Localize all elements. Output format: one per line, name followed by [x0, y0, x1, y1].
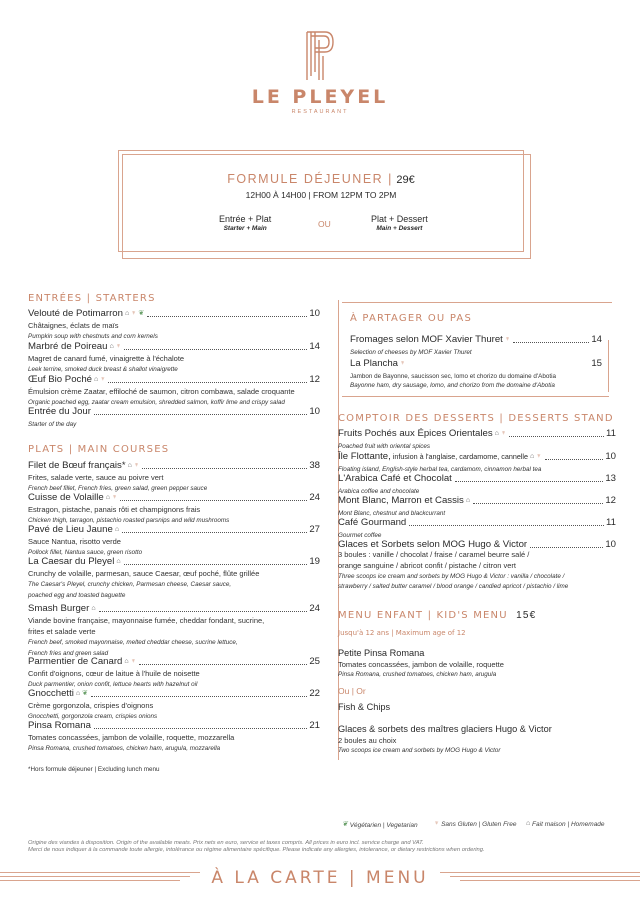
leader-dots: [124, 349, 307, 350]
gluten-free-icon: ♆: [115, 343, 121, 350]
item-name-detail: infusion à l'anglaise, cardamome, cannelle: [390, 452, 529, 461]
item-description: Viande bovine française, mayonnaise fumée, cheddar fondant, sucrine,: [28, 616, 265, 625]
leader-dots: [455, 481, 604, 482]
formula-option-left-sub: Starter + Main: [223, 225, 267, 232]
homemade-icon: ⌂: [124, 310, 130, 317]
gluten-free-icon: ♆: [130, 658, 136, 665]
item-price: 12: [605, 495, 616, 506]
item-name: Pinsa Romana: [28, 720, 91, 731]
item-price: 19: [309, 556, 320, 567]
formula-hours: 12H00 À 14H00 | FROM 12PM TO 2PM: [245, 190, 397, 200]
formula-option-right-sub: Main + Dessert: [376, 225, 423, 232]
item-translation: Gnocchetti, gorgonzola cream, crispies onions: [28, 713, 158, 720]
item-description: Frites, salade verte, sauce au poivre vert: [28, 473, 164, 482]
item-description: Émulsion crème Zaatar, effiloché de saumon, citron combawa, salade croquante: [28, 387, 295, 396]
item-description: frites et salade verte: [28, 627, 96, 636]
section-title-mains: PLATS | MAIN COURSES: [28, 444, 170, 455]
item-price: 25: [309, 656, 320, 667]
item-translation: Organic poached egg, zaatar cream emulsion, shredded salmon, koffir lime and crispy salad: [28, 399, 285, 406]
menu-item: [338, 517, 616, 529]
menu-item: [28, 524, 320, 536]
item-price: 14: [591, 334, 602, 345]
leader-dots: [513, 342, 589, 343]
homemade-icon: ⌂: [124, 658, 129, 665]
item-name: Fruits Pochés aux Épices Orientales: [338, 428, 493, 439]
item-name: Smash Burger: [28, 603, 90, 614]
item-translation: French fries and green salad: [28, 650, 109, 657]
item-translation: The Caesar's Pleyel, crunchy chicken, Parmesan cheese, Caesar sauce,: [28, 581, 232, 588]
item-translation: Starter of the day: [28, 421, 77, 428]
leader-dots: [139, 664, 307, 665]
formula-title-text: FORMULE DÉJEUNER |: [227, 172, 393, 186]
gluten-free-icon: ♆: [500, 430, 507, 437]
item-description: Magret de canard fumé, vinaigrette à l'échalote: [28, 354, 185, 363]
item-translation: Mont Blanc, chestnut and blackcurrant: [338, 510, 446, 517]
item-description: Estragon, pistache, panais rôti et champignons frais: [28, 505, 201, 514]
legend-gluten-free-label: Sans Gluten | Gluten Free: [441, 821, 517, 828]
menu-item: [28, 603, 320, 615]
item-name: L'Arabica Café et Chocolat: [338, 473, 452, 484]
leader-dots: [409, 525, 604, 526]
item-translation: Gourmet coffee: [338, 532, 382, 539]
formula-or: OU: [318, 219, 331, 229]
formula-option-right: [371, 214, 428, 232]
menu-item: [28, 374, 320, 386]
homemade-icon: ⌂: [465, 497, 471, 504]
legend-homemade: [524, 820, 605, 828]
legend-vegetarian-label: Végétarien | Vegetarian: [349, 822, 418, 829]
kids-or: Ou | Or: [338, 686, 366, 696]
menu-item: [28, 406, 320, 418]
item-translation: Arabica coffee and chocolate: [338, 488, 420, 495]
gluten-free-icon: ♆: [111, 494, 118, 501]
kids-dish-1: Petite Pinsa Romana: [338, 648, 425, 658]
item-name: [338, 451, 528, 463]
item-name: Glaces et Sorbets selon MOG Hugo & Victor: [338, 539, 528, 550]
kids-age: Jusqu'à 12 ans | Maximum age of 12: [338, 629, 466, 637]
leader-dots: [120, 500, 307, 501]
leader-dots: [124, 564, 308, 565]
section-divider: [608, 340, 609, 392]
gluten-free-icon: ♆: [434, 820, 440, 827]
homemade-icon: ⌂: [75, 690, 81, 697]
brand-name: LE PLEYEL: [251, 86, 389, 108]
formula-option-right-label: Plat + Dessert: [371, 214, 428, 224]
menu-item: [338, 495, 616, 507]
formula-option-left: [219, 214, 271, 232]
footer-pricing-note: Origine des viandes à disposition. Origin of the available meats. Prix nets en euro, service et taxes compris. All prices in euro incl. service charge and VAT.: [28, 840, 424, 846]
item-price: 10: [605, 539, 616, 550]
menu-item: [338, 428, 616, 440]
item-name: Pavé de Lieu Jaune: [28, 524, 113, 535]
brand-logo: [0, 30, 640, 115]
item-name: Œuf Bio Poché: [28, 374, 92, 385]
kids-dish-1-description: Tomates concassées, jambon de volaille, roquette: [338, 660, 504, 669]
item-translation: Three scoops ice cream and sorbets by MOG Hugo & Victor : vanilla / chocolate /: [338, 573, 565, 580]
item-name: Entrée du Jour: [28, 406, 91, 417]
menu-footer-title: À LA CARTE | MENU: [211, 868, 429, 888]
lunch-formula-box: [118, 150, 524, 252]
homemade-icon: ⌂: [116, 558, 121, 565]
kids-dessert: Glaces & sorbets des maîtres glaciers Hugo & Victor: [338, 724, 552, 734]
item-description: Crunchy de volaille, parmesan, sauce Caesar, œuf poché, flûte grillée: [28, 569, 260, 578]
item-description: Jambon de Bayonne, saucisson sec, lomo et chorizo du domaine d'Abotia: [350, 373, 556, 380]
section-divider: [342, 396, 609, 397]
gluten-free-icon: ♆: [504, 336, 511, 343]
gluten-free-icon: ♆: [400, 360, 406, 367]
gluten-free-icon: ♆: [100, 376, 106, 383]
item-price: 11: [606, 428, 616, 439]
section-title-desserts: COMPTOIR DES DESSERTS | DESSERTS STAND: [338, 413, 614, 424]
item-price: 24: [309, 492, 320, 503]
item-description: Crème gorgonzola, crispies d'oignons: [28, 701, 154, 710]
leader-dots: [545, 459, 604, 460]
item-name: Velouté de Potimarron: [28, 308, 123, 319]
item-name: La Caesar du Pleyel: [28, 556, 115, 567]
item-description: 3 boules : vanille / chocolat / fraise / caramel beurre salé /: [338, 550, 530, 559]
leader-dots: [91, 696, 307, 697]
gluten-free-icon: ♆: [133, 462, 140, 469]
item-name: La Plancha: [350, 358, 399, 369]
leader-dots: [473, 503, 603, 504]
item-price: 21: [309, 720, 320, 731]
leader-dots: [147, 316, 307, 317]
menu-item: [28, 656, 320, 668]
item-price: 10: [605, 451, 616, 462]
homemade-icon: ⌂: [114, 526, 120, 533]
item-price: 38: [309, 460, 320, 471]
item-name: Marbré de Poireau: [28, 341, 108, 352]
leader-dots: [94, 728, 307, 729]
formula-option-left-label: Entrée + Plat: [219, 214, 272, 224]
homemade-icon: ⌂: [494, 430, 499, 437]
item-name-main: Île Flottante,: [338, 451, 391, 462]
menu-item: [28, 556, 320, 568]
vegetarian-icon: ❦: [82, 690, 88, 697]
kids-dish-2: Fish & Chips: [338, 702, 391, 712]
gluten-free-icon: ♆: [536, 453, 542, 460]
item-description: orange sanguine / abricot confit / pistache / citron vert: [338, 561, 517, 570]
leader-dots: [99, 611, 308, 612]
legend-homemade-label: Fait maison | Homemade: [532, 821, 605, 828]
leader-dots: [530, 547, 603, 548]
item-price: 27: [309, 524, 320, 535]
item-price: 22: [309, 688, 320, 699]
menu-item: [28, 688, 320, 700]
item-price: 14: [309, 341, 320, 352]
pleyel-monogram-icon: [303, 30, 337, 82]
kids-price: 15€: [516, 610, 537, 621]
section-title-sharing: À PARTAGER OU PAS: [350, 313, 473, 324]
formula-title: [119, 172, 523, 186]
item-description: Châtaignes, éclats de maïs: [28, 321, 119, 330]
item-price: 24: [309, 603, 320, 614]
brand-subtitle: RESTAURANT: [291, 109, 349, 115]
leader-dots: [509, 436, 604, 437]
item-name: Gnocchetti: [28, 688, 74, 699]
item-price: 15: [591, 358, 602, 369]
formula-price: 29€: [396, 174, 415, 186]
vegetarian-icon: ❦: [342, 821, 348, 828]
leader-dots: [94, 414, 307, 415]
item-translation: Poached fruit with oriental spices: [338, 443, 431, 450]
homemade-icon: ⌂: [109, 343, 114, 350]
homemade-icon: ⌂: [530, 453, 535, 460]
homemade-icon: ⌂: [105, 494, 110, 501]
menu-item: [28, 492, 320, 504]
leader-dots: [142, 468, 307, 469]
item-translation: French beef, smoked mayonnaise, melted cheddar cheese, sucrine lettuce,: [28, 639, 238, 646]
item-translation: Duck parmentier, onion confit, lettuce hearts with hazelnut oil: [28, 681, 198, 688]
item-name: Fromages selon MOF Xavier Thuret: [350, 334, 503, 345]
kids-title-text: MENU ENFANT | KID'S MENU: [338, 610, 508, 621]
item-name: Café Gourmand: [338, 517, 407, 528]
menu-item: [350, 334, 602, 346]
item-name: Mont Blanc, Marron et Cassis: [338, 495, 464, 506]
item-translation: Pollock fillet, Nantua sauce, green risotto: [28, 549, 143, 556]
homemade-icon: ⌂: [94, 376, 99, 383]
item-translation: Leek terrine, smoked duck breast & shallot vinaigrette: [28, 366, 178, 373]
kids-dish-1-translation: Pinsa Romana, crushed tomatoes, chicken ham, arugula: [338, 671, 497, 678]
homemade-icon: ⌂: [91, 605, 96, 612]
item-translation: Chicken thigh, tarragon, pistachio roasted parsnips and wild mushrooms: [28, 517, 230, 524]
kids-dessert-translation: Two scoops ice cream and sorbets by MOG Hugo & Victor: [338, 747, 501, 754]
gluten-free-icon: ♆: [131, 310, 137, 317]
section-title-kids: [338, 610, 536, 621]
item-price: 10: [309, 406, 320, 417]
item-translation: Selection of cheeses by MOF Xavier Thuret: [350, 349, 472, 356]
menu-item: [28, 341, 320, 353]
section-divider: [342, 302, 612, 303]
item-translation: strawberry / salted butter caramel / blood orange / candied apricot / pistachio / lime: [338, 583, 569, 590]
leader-dots: [108, 382, 307, 383]
item-name: Filet de Bœuf français*: [28, 460, 126, 471]
menu-item: [350, 358, 602, 370]
footer-allergy-note: Merci de nous indiquer à la commande toute allergie, intolérance ou régime alimentaire spécifique. Please indicate any allergies, intolerance, or dietary restrictions when ordering.: [28, 847, 485, 853]
item-description: Tomates concassées, jambon de volaille, roquette, mozzarella: [28, 733, 235, 742]
item-translation: poached egg and toasted baguette: [28, 592, 126, 599]
excluding-lunch-note: *Hors formule déjeuner | Excluding lunch menu: [28, 766, 160, 773]
item-price: 11: [606, 517, 616, 528]
menu-item: [28, 720, 320, 732]
item-translation: Bayonne ham, dry sausage, lomo, and chorizo from the domaine d'Abotia: [350, 382, 555, 389]
item-translation: Pumpkin soup with chestnuts and corn kernels: [28, 333, 158, 340]
item-description: Sauce Nantua, risotto verde: [28, 537, 121, 546]
item-translation: Pinsa Romana, crushed tomatoes, chicken ham, arugula, mozzarella: [28, 745, 221, 752]
legend-gluten-free: [432, 820, 516, 828]
menu-item: [28, 460, 320, 472]
kids-dessert-description: 2 boules au choix: [338, 736, 397, 745]
homemade-icon: ⌂: [526, 820, 531, 827]
menu-item: [338, 473, 616, 485]
item-name: Cuisse de Volaille: [28, 492, 104, 503]
item-price: 10: [309, 308, 320, 319]
item-price: 13: [605, 473, 616, 484]
item-name: Parmentier de Canard: [28, 656, 123, 667]
homemade-icon: ⌂: [127, 462, 132, 469]
section-title-starters: ENTRÉES | STARTERS: [28, 293, 156, 304]
item-description: Confit d'oignons, cœur de laitue à l'huile de noisette: [28, 669, 200, 678]
legend-vegetarian: [340, 820, 418, 829]
item-translation: French beef fillet, French fries, green salad, green pepper sauce: [28, 485, 208, 492]
menu-item: [338, 451, 616, 463]
item-price: 12: [309, 374, 320, 385]
vegetarian-icon: ❦: [138, 310, 145, 317]
item-translation: Floating island, English-style herbal tea, cardamom, cinnamon herbal tea: [338, 466, 542, 473]
leader-dots: [122, 532, 307, 533]
menu-item: [28, 308, 320, 320]
